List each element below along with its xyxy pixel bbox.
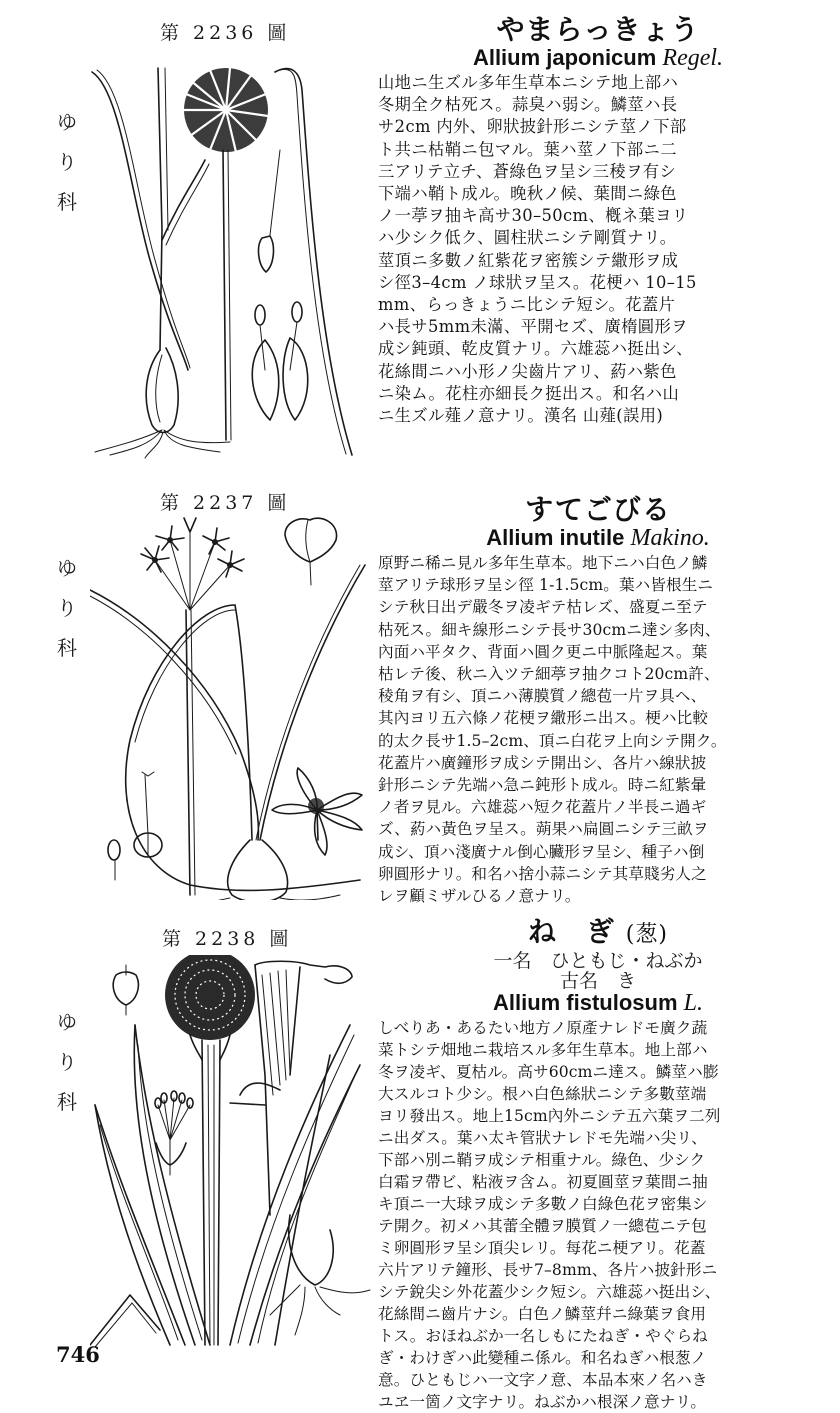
family-label: ゆ り 科	[57, 110, 77, 214]
family-label: ゆ り 科	[57, 556, 77, 660]
alternate-names: 一名 ひともじ・ねぶか 古名 き	[493, 950, 703, 992]
author: L.	[683, 990, 704, 1016]
scientific-name: Allium fistulosum L.	[492, 990, 704, 1016]
description: 原野ニ稀ニ見ル多年生草本。地下ニハ白色ノ鱗 莖アリテ球形ヲ呈シ徑 1-1.5cm。葉ハ皆根生ニ シテ秋日出デ嚴冬ヲ凌ギテ枯レズ、盛夏ニ至テ 枯死ス。細キ線形ニシテ長サ30cmニ達シ多肉、 內面ハ平タク、背面ハ圓ク更ニ中脈隆起ス。葉 枯レテ後、秋ニ入ツテ細葶ヲ抽クコト20cm許、 稜角ヲ有シ、頂ニハ薄膜質ノ總苞一片ヲ具ヘ、 其內ヨリ五六條ノ花梗ヲ繖形ニ出ス。梗ハ比較 的太ク長サ1.5–2cm、頂ニ白花ヲ上向シテ開ク。 花蓋片ハ廣鐘形ヲ成シテ開出シ、各片ハ線狀披 針形ニシテ先端ハ急ニ鈍形ト成ル。時ニ紅紫暈 ノ者ヲ見ル。六雄蕊ハ短ク花蓋片ノ半長ニ過ギ ズ、葯ハ黃色ヲ呈ス。蒴果ハ扁圓ニシテ三畝ヲ 成シ、頂ハ淺廣ナル倒心臟形ヲ呈シ、種子ハ倒 卵圓形ナリ。和名ハ捨小蒜ニシテ其草賤劣人之 レヲ顧ミザルひるノ意ナリ。	[378, 554, 727, 906]
scientific-name: Allium japonicum Regel.	[472, 45, 724, 71]
text-column	[378, 14, 818, 427]
text-column	[378, 916, 818, 1413]
family-label: ゆ り 科	[57, 1010, 77, 1114]
figure-label: 第 2238 圖	[162, 928, 293, 950]
kanji-name: (葱)	[625, 922, 668, 947]
figure-label: 第 2237 圖	[160, 492, 291, 514]
japanese-name: やまらっきょう	[496, 13, 700, 46]
illustration-allium-inutile	[90, 510, 370, 900]
author: Regel.	[662, 45, 724, 71]
description: しべりあ・あるたい地方ノ原產ナレドモ廣ク蔬 菜トシテ畑地ニ栽培スル多年生草本。地上部ハ 冬ヲ凌ギ、夏枯ル。高サ60cmニ達ス。鱗莖ハ膨 大スルコト少シ。根ハ白色絲狀ニシテ多數莖端 ヨリ發出ス。地上15cm內外ニシテ五六葉ヲ二列 ニ出ダス。葉ハ太キ管狀ナレドモ先端ハ尖リ、 下部ハ別ニ鞘ヲ成シテ相重ナル。綠色、少シク 白霜ヲ帶ビ、粘液ヲ含ム。初夏圓莖ヲ葉間ニ抽 キ頂ニ一大球ヲ成シテ多數ノ白綠色花ヲ密集シ テ開ク。初メハ其蕾全體ヲ膜質ノ一總苞ニテ包 ミ卵圓形ヲ呈シ頂尖レリ。每花ニ梗アリ。花蓋 六片アリテ鐘形、長サ7–8mm、各片ハ披針形ニ シテ銳尖シ外花蓋少シク短シ。六雄蕊ハ挺出シ、 花絲間ニ齒片ナシ。白色ノ鱗莖幷ニ綠葉ヲ食用 トス。おほねぶか一名しもにたねぎ・やぐらね ぎ・わけぎハ此變種ニ係ル。和名ねぎハ根葱ノ 意。ひともじハ一文字ノ意、本品本來ノ名ハき ユヱ一箇ノ文字ナリ。ねぶかハ根深ノ意ナリ。	[378, 1019, 721, 1411]
japanese-name: ね ぎ (葱)	[528, 915, 668, 948]
figure-label: 第 2236 圖	[160, 22, 291, 44]
author: Makino.	[630, 525, 710, 551]
description: 山地ニ生ズル多年生草本ニシテ地上部ハ 冬期全ク枯死ス。蒜臭ハ弱シ。鱗莖ハ長 サ2cm 内外、卵狀披針形ニシテ莖ノ下部 ト共ニ枯鞘ニ包マル。葉ハ莖ノ下部ニ二 三アリテ立チ、蒼綠色ヲ呈シ三稜ヲ有シ 下端ハ鞘ト成ル。晚秋ノ候、葉間ニ綠色 ノ一葶ヲ抽キ高サ30–50cm、槪ネ葉ヨリ ハ少シク低ク、圓柱狀ニシテ剛質ナリ。 莖頂ニ多數ノ紅紫花ヲ密簇シテ繖形ヲ成 シ徑3–4cm ノ球狀ヲ呈ス。花梗ハ 10–15 mm、らっきょうニ比シテ短シ。花蓋片 ハ長サ5mm未滿、平開セズ、廣楕圓形ヲ 成シ鈍頭、乾皮質ナリ。六雄蕊ハ挺出シ、 花絲間ニハ小形ノ尖齒片アリ、葯ハ紫色 ニ染ム。花柱亦細長ク挺出ス。和名ハ山 ニ生ズル薤ノ意ナリ。漢名 山薤(誤用)	[378, 73, 697, 426]
japanese-name: すてごびる	[525, 493, 671, 526]
scientific-name: Allium inutile Makino.	[486, 525, 710, 551]
text-column	[378, 494, 818, 907]
illustration-allium-fistulosum	[90, 955, 380, 1350]
illustration-allium-japonicum	[90, 50, 370, 470]
page-number: 746	[56, 1342, 100, 1367]
